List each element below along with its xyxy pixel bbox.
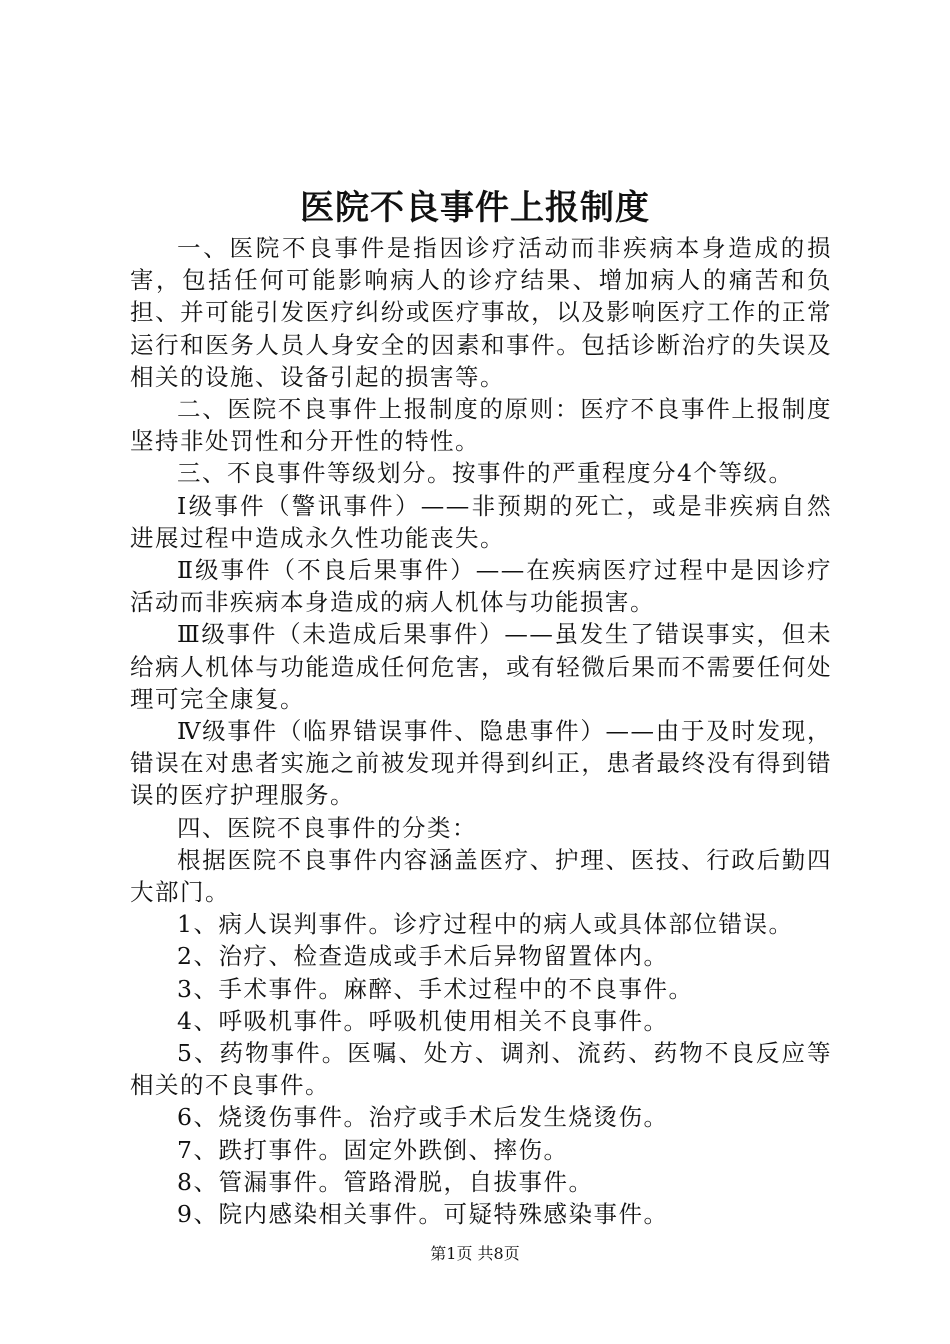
paragraph: 四、医院不良事件的分类： [177, 813, 477, 842]
paragraph: Ⅲ级事件（未造成后果事件）——虽发生了错误事实，但未给病人机体与功能造成任何危害，或有轻微后果而不需要任何处理可完全康复。 [130, 620, 832, 713]
document-title: 医院不良事件上报制度 [300, 188, 650, 228]
paragraph: 3、手术事件。麻醉、手术过程中的不良事件。 [177, 974, 694, 1003]
paragraph: 4、呼吸机事件。呼吸机使用相关不良事件。 [177, 1006, 669, 1035]
paragraph: 根据医院不良事件内容涵盖医疗、护理、医技、行政后勤四大部门。 [130, 845, 832, 907]
paragraph: 一、医院不良事件是指因诊疗活动而非疾病本身造成的损害，包括任何可能影响病人的诊疗结果、增加病人的痛苦和负担、并可能引发医疗纠纷或医疗事故，以及影响医疗工作的正常运行和医务人员人身安全的因素和事件。包括诊断治疗的失误及相关的设施、设备引起的损害等。 [130, 234, 832, 391]
paragraph: 三、不良事件等级划分。按事件的严重程度分4个等级。 [177, 459, 794, 488]
paragraph: 9、院内感染相关事件。可疑特殊感染事件。 [177, 1200, 669, 1229]
document-body [130, 232, 832, 1230]
paragraph: 5、药物事件。医嘱、处方、调剂、流药、药物不良反应等相关的不良事件。 [130, 1039, 832, 1100]
paragraph: Ⅰ级事件（警讯事件）——非预期的死亡，或是非疾病自然进展过程中造成永久性功能丧失。 [130, 491, 832, 552]
paragraph: 2、治疗、检查造成或手术后异物留置体内。 [177, 942, 669, 971]
paragraph: Ⅱ级事件（不良后果事件）——在疾病医疗过程中是因诊疗活动而非疾病本身造成的病人机体与功能损害。 [130, 556, 832, 617]
paragraph: Ⅳ级事件（临界错误事件、隐患事件）——由于及时发现，错误在对患者实施之前被发现并得到纠正，患者最终没有得到错误的医疗护理服务。 [130, 717, 832, 810]
page-number: 第1页 共8页 [430, 1244, 520, 1263]
paragraph: 7、跌打事件。固定外跌倒、摔伤。 [177, 1135, 569, 1164]
paragraph: 8、管漏事件。管路滑脱，自拔事件。 [177, 1167, 594, 1196]
paragraph: 6、烧烫伤事件。治疗或手术后发生烧烫伤。 [177, 1103, 669, 1132]
paragraph: 1、病人误判事件。诊疗过程中的病人或具体部位错误。 [177, 910, 794, 939]
paragraph: 二、医院不良事件上报制度的原则：医疗不良事件上报制度坚持非处罚性和分开性的特性。 [130, 395, 832, 456]
